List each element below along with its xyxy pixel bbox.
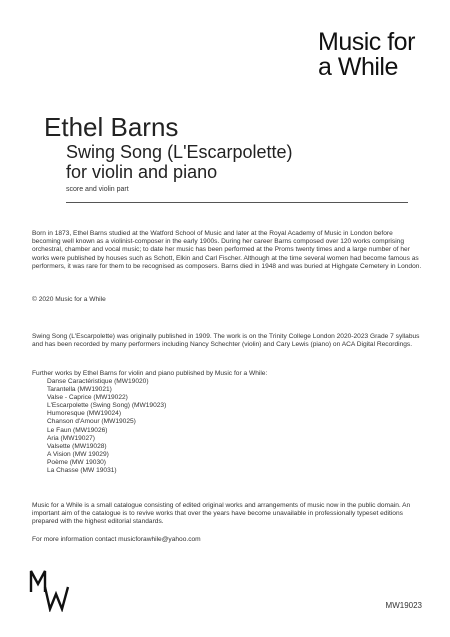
header-divider	[66, 202, 408, 203]
composer-biography: Born in 1873, Ethel Barns studied at the Watford School of Music and later at the Royal Academy of Music in London before becoming well known as a violinist-composer in the early 1900s. During her career Barns composed over 120 works comprising orchestral, chamber and vocal music; to date her music has been performed at the Proms twenty times and a large number of her works were published by houses such as Schott, Elkin and Carl Fischer. Although at the time several women had become famous as performers, it was rare for them to be recognised as composers. Barns died in 1948 and was buried at Highgate Cemetery in London.	[32, 230, 422, 270]
edition-contents: score and violin part	[66, 186, 129, 193]
further-works-list	[47, 378, 166, 475]
list-item: Poème (MW 19030)	[47, 458, 106, 466]
list-item: Humoresque (MW19024)	[47, 410, 122, 418]
publisher-logo-line1: Music for	[318, 28, 415, 56]
work-instrumentation: for violin and piano	[66, 162, 218, 182]
composer-name: Ethel Barns	[44, 112, 179, 142]
mw-monogram-svg	[28, 568, 72, 612]
copyright-notice: © 2020 Music for a While	[32, 296, 106, 303]
mw-monogram-icon	[28, 568, 72, 612]
list-item: Chanson d'Amour (MW19025)	[47, 418, 136, 426]
list-item: Tarantella (MW19021)	[47, 386, 112, 394]
list-item: Valsette (MW19028)	[47, 442, 107, 450]
list-item: La Chasse (MW 19031)	[47, 467, 117, 475]
list-item: Valse - Caprice (MW19022)	[47, 394, 128, 402]
catalog-number: MW19023	[385, 601, 422, 610]
work-history: Swing Song (L'Escarpolette) was originally published in 1909. The work is on the Trinity College London 2020-2023 Grade 7 syllabus and has been recorded by many performers including Nancy Schechter (violin) and Cary Lewis (piano) on ACA Digital Recordings.	[32, 333, 420, 349]
list-item: Aria (MW19027)	[47, 434, 96, 442]
list-item: L'Escarpolette (Swing Song) (MW19023)	[47, 402, 167, 410]
contact-info: For more information contact musicforawhile@yahoo.com	[32, 536, 201, 543]
list-item: A Vision (MW 19029)	[47, 450, 109, 458]
list-item: Le Faun (MW19026)	[47, 426, 108, 434]
publisher-logo	[318, 30, 428, 80]
list-item: Danse Caractéristique (MW19020)	[47, 378, 149, 385]
publisher-about: Music for a While is a small catalogue consisting of edited original works and arrangements of music now in the public domain. An important aim of the catalogue is to revive works that over the years have become unavailable in professionally typeset editions prepared with the highest editorial standards.	[32, 502, 411, 526]
work-title: Swing Song (L'Escarpolette)	[66, 142, 293, 162]
further-works-intro: Further works by Ethel Barns for violin and piano published by Music for a While:	[32, 370, 268, 377]
publisher-logo-line2: a While	[318, 53, 398, 81]
